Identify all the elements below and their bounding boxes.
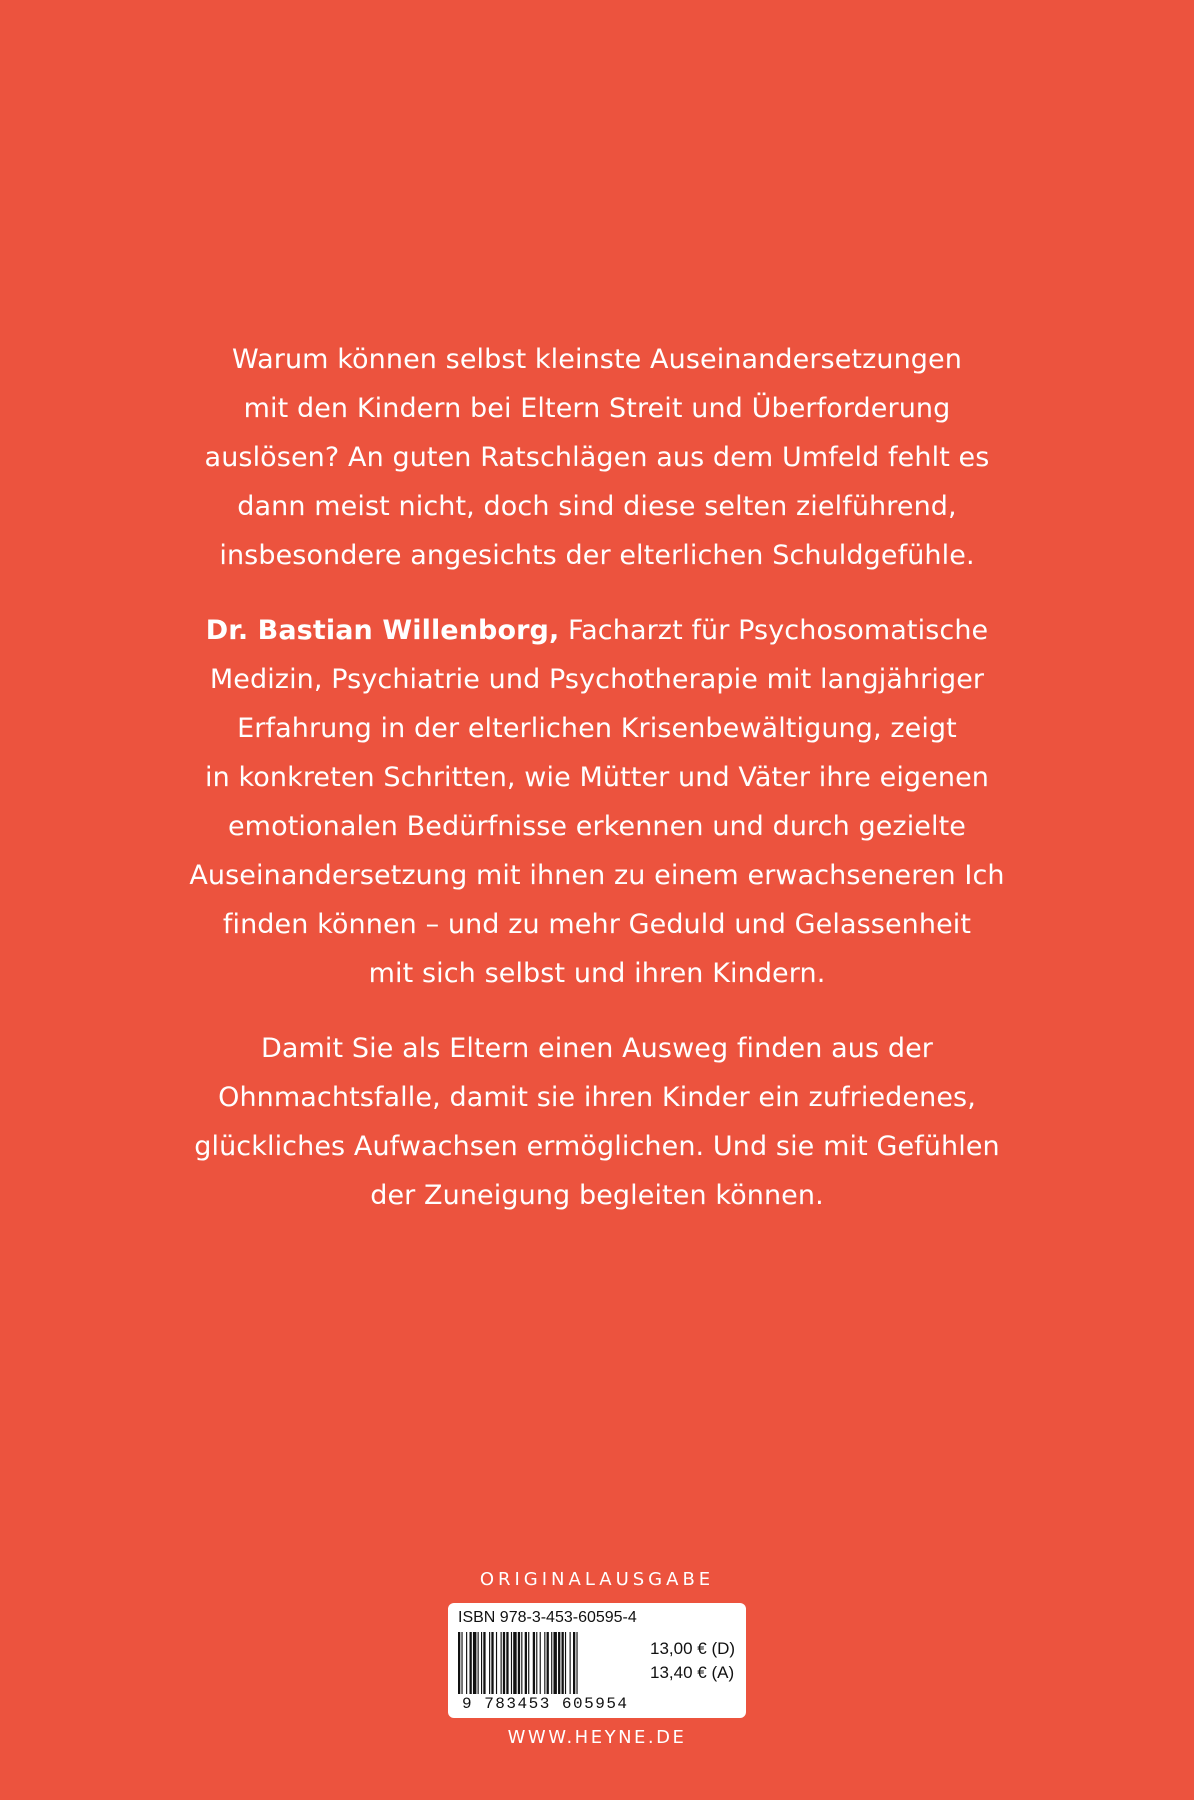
blurb-line: Ohnmachtsfalle, damit sie ihren Kinder ein zufriedenes, — [218, 1082, 976, 1113]
blurb-line: glückliches Aufwachsen ermöglichen. Und sie mit Gefühlen — [194, 1131, 1000, 1162]
price-block — [650, 1637, 735, 1685]
author-name: Dr. Bastian Willenborg, — [205, 615, 560, 646]
blurb-line: Auseinandersetzung mit ihnen zu einem erwachseneren Ich — [189, 860, 1005, 891]
author-description: Facharzt für Psychosomatische — [559, 615, 989, 646]
blurb-line: emotionalen Bedürfnisse erkennen und durch gezielte — [227, 811, 967, 842]
blurb-line: in konkreten Schritten, wie Mütter und Väter ihre eigenen — [204, 762, 990, 793]
blurb-paragraph-1 — [150, 335, 1044, 580]
barcode-label — [448, 1603, 746, 1718]
price-germany: 13,00 € (D) — [650, 1639, 736, 1658]
blurb-paragraph-2 — [150, 606, 1044, 998]
blurb-line: mit den Kindern bei Eltern Streit und Überforderung — [243, 393, 951, 424]
isbn-text: ISBN 978-3-453-60595-4 — [458, 1609, 637, 1626]
price-austria: 13,40 € (A) — [650, 1663, 735, 1682]
blurb-line: mit sich selbst und ihren Kindern. — [368, 958, 826, 989]
blurb-paragraph-3 — [150, 1024, 1044, 1220]
back-cover-blurb — [150, 335, 1044, 1246]
edition-label: ORIGINALAUSGABE — [479, 1569, 715, 1590]
blurb-line: Medizin, Psychiatrie und Psychotherapie mit langjähriger — [209, 664, 985, 695]
barcode-icon — [458, 1632, 628, 1694]
blurb-line: Erfahrung in der elterlichen Krisenbewältigung, zeigt — [237, 713, 957, 744]
blurb-line: der Zuneigung begleiten können. — [370, 1180, 824, 1211]
blurb-line: finden können – und zu mehr Geduld und Gelassenheit — [222, 909, 972, 940]
blurb-line: Warum können selbst kleinste Auseinandersetzungen — [232, 344, 962, 375]
blurb-line: auslösen? An guten Ratschlägen aus dem Umfeld fehlt es — [204, 442, 990, 473]
barcode-digits: 9 783453 605954 — [462, 1695, 629, 1713]
blurb-line-first — [150, 606, 1044, 655]
blurb-line: insbesondere angesichts der elterlichen Schuldgefühle. — [219, 540, 975, 571]
publisher-website: WWW.HEYNE.DE — [507, 1727, 687, 1748]
blurb-line: Damit Sie als Eltern einen Ausweg finden aus der — [260, 1033, 934, 1064]
blurb-line: dann meist nicht, doch sind diese selten zielführend, — [237, 491, 957, 522]
